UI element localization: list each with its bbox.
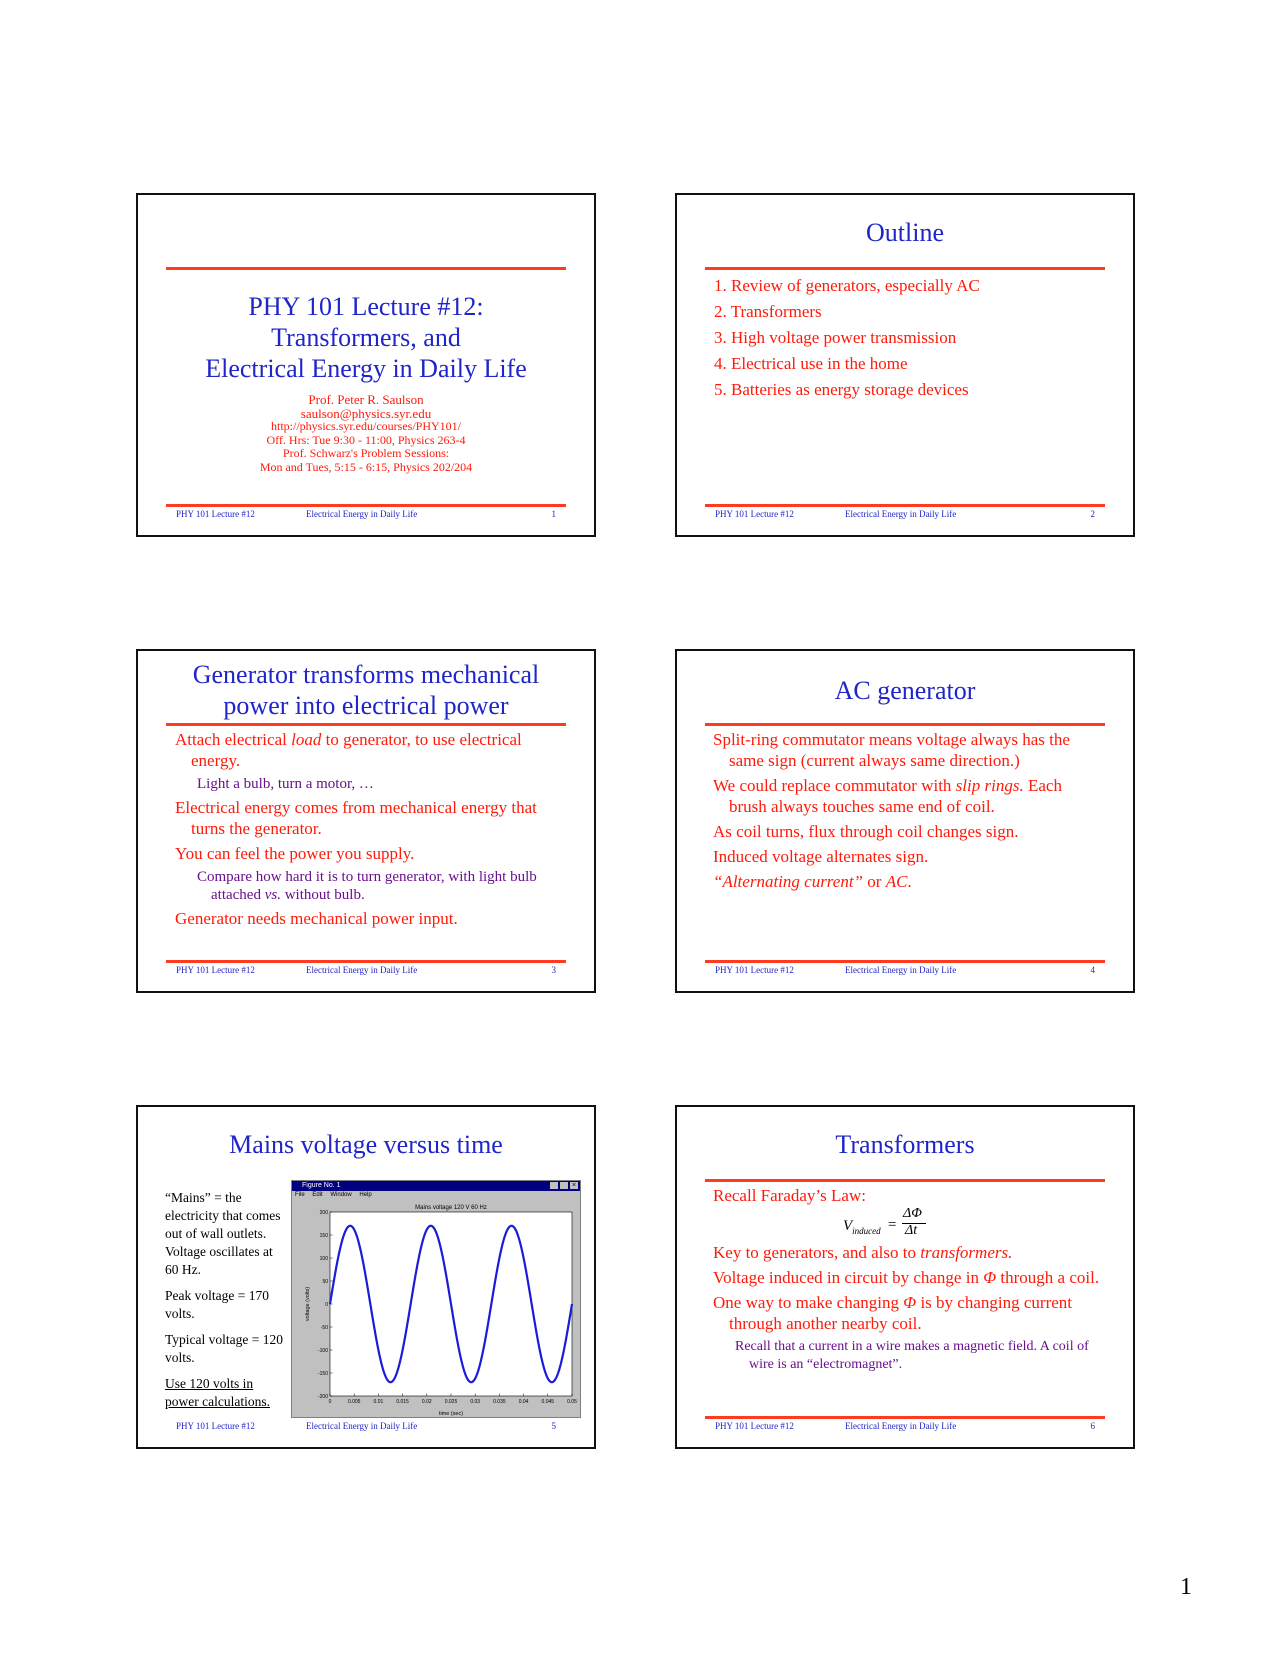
- bullet: [175, 729, 572, 771]
- footer-topic: Electrical Energy in Daily Life: [306, 509, 418, 519]
- bullet: [713, 1292, 1103, 1334]
- mains-voltage-chart: [292, 1200, 580, 1417]
- title-rule: [166, 723, 566, 726]
- menu-file[interactable]: File: [295, 1192, 305, 1198]
- x-tick-label: 0.015: [396, 1399, 409, 1405]
- slide-5: [136, 1105, 596, 1449]
- use-120-note: Use 120 volts in power calculations.: [165, 1376, 270, 1409]
- bullet: Recall Faraday’s Law:: [713, 1186, 866, 1205]
- slide-6: [675, 1105, 1135, 1449]
- bullet-text: through a coil.: [996, 1268, 1100, 1287]
- eq-subscript: induced: [852, 1226, 881, 1236]
- slide-title: Transformers: [835, 1130, 975, 1159]
- bullet-text: Attach electrical: [175, 730, 292, 749]
- title-line-2: Transformers, and: [271, 323, 461, 352]
- bullets: [713, 729, 1103, 896]
- x-tick-label: 0.005: [347, 1399, 361, 1405]
- y-tick-label: 100: [319, 1256, 328, 1262]
- eq-denominator: Δt: [905, 1223, 918, 1238]
- slide-footer: [176, 1421, 556, 1433]
- slide-title: [150, 659, 582, 721]
- eq-equals: =: [888, 1217, 897, 1233]
- y-tick-label: -100: [317, 1348, 328, 1354]
- footer-topic: Electrical Energy in Daily Life: [306, 965, 418, 975]
- bullet-text: Each brush always touches same end of coil.: [729, 776, 1062, 816]
- y-tick-label: 150: [319, 1233, 328, 1239]
- x-tick-label: 0.025: [444, 1399, 458, 1405]
- phi-symbol: Φ: [983, 1268, 997, 1287]
- peak-voltage: Peak voltage = 170 volts.: [165, 1288, 269, 1321]
- menu-edit[interactable]: Edit: [312, 1192, 323, 1198]
- bullet-text: .: [907, 872, 912, 891]
- bullet-text: or: [863, 872, 886, 891]
- y-tick-label: 200: [319, 1210, 328, 1216]
- bullet: You can feel the power you supply.: [175, 844, 415, 863]
- bullet-emphasis: AC: [885, 872, 908, 891]
- slide-number: 1: [551, 509, 556, 519]
- bullet-text: One way to make changing: [713, 1293, 904, 1312]
- slide-title: AC generator: [834, 676, 976, 705]
- bullet-text: Compare how hard it is to turn generator, with light bulb attached: [197, 869, 537, 903]
- bullet-text: Voltage induced in circuit by change in: [713, 1268, 984, 1287]
- footer-topic: Electrical Energy in Daily Life: [845, 965, 957, 975]
- bullets: [713, 1185, 1103, 1378]
- outline-item: 1. Review of generators, especially AC: [714, 276, 980, 295]
- slide-footer: [176, 965, 556, 977]
- slide-number: 6: [1090, 1421, 1095, 1431]
- title-rule: [166, 267, 566, 270]
- bullet-text: to generator, to use electrical energy.: [191, 730, 522, 770]
- sub-bullet: Recall that a current in a wire makes a magnetic field. A coil of wire is an “electromagnet”.: [735, 1339, 1089, 1372]
- x-tick-label: 0: [328, 1399, 332, 1405]
- slide-footer: [176, 509, 556, 521]
- window-maximize-button[interactable]: [560, 1182, 568, 1189]
- y-tick-label: -200: [317, 1394, 328, 1400]
- footer-course: PHY 101 Lecture #12: [176, 509, 255, 519]
- bullet-emphasis: slip rings.: [955, 776, 1024, 795]
- footer-course: PHY 101 Lecture #12: [715, 1421, 794, 1431]
- slide-number: 2: [1090, 509, 1095, 519]
- typical-voltage: Typical voltage = 120 volts.: [165, 1332, 284, 1365]
- footer-rule: [166, 960, 566, 963]
- title-line-2: power into electrical power: [223, 691, 509, 720]
- figure-window: [291, 1180, 581, 1418]
- slide-footer: [715, 965, 1095, 977]
- footer-rule: [166, 504, 566, 507]
- outline-list: [714, 275, 1111, 405]
- slide-number: 5: [551, 1421, 556, 1431]
- slide-title: [150, 291, 582, 384]
- outline-item: 5. Batteries as energy storage devices: [714, 380, 969, 399]
- eq-v: V: [843, 1218, 853, 1234]
- bullet-text: without bulb.: [280, 887, 365, 903]
- footer-rule: [705, 504, 1105, 507]
- author-name: Prof. Peter R. Saulson: [308, 392, 424, 407]
- outline-item: 3. High voltage power transmission: [714, 328, 957, 347]
- sub-bullet: [197, 868, 572, 904]
- chart-title: Mains voltage 120 V 60 Hz: [415, 1205, 487, 1211]
- window-minimize-button[interactable]: [550, 1182, 558, 1189]
- outline-item: 2. Transformers: [714, 302, 822, 321]
- slide-3: [136, 649, 596, 993]
- eq-numerator: ΔΦ: [903, 1206, 922, 1221]
- bullet-emphasis: load: [291, 730, 322, 749]
- title-line-1: PHY 101 Lecture #12:: [248, 292, 484, 321]
- bullet-emphasis: transformers.: [920, 1243, 1013, 1262]
- window-menubar: [292, 1191, 580, 1200]
- problem-times: Mon and Tues, 5:15 - 6:15, Physics 202/204: [259, 459, 473, 474]
- footer-course: PHY 101 Lecture #12: [176, 1421, 255, 1431]
- footer-rule: [705, 960, 1105, 963]
- x-tick-label: 0.01: [373, 1399, 384, 1405]
- y-tick-label: 50: [322, 1279, 328, 1285]
- page-number: 1: [1180, 1574, 1192, 1600]
- author-email: saulson@physics.syr.edu: [300, 405, 432, 421]
- title-rule: [705, 267, 1105, 270]
- window-title: Figure No. 1: [302, 1182, 341, 1189]
- title-line-3: Electrical Energy in Daily Life: [205, 354, 527, 383]
- slide-number: 3: [551, 965, 556, 975]
- y-tick-label: -50: [320, 1325, 328, 1331]
- bullet-text: is by changing current through another nearby coil.: [729, 1293, 1072, 1333]
- footer-topic: Electrical Energy in Daily Life: [845, 1421, 957, 1431]
- x-tick-label: 0.05: [567, 1399, 577, 1405]
- outline-item: 4. Electrical use in the home: [714, 354, 908, 373]
- bullets: [175, 729, 572, 933]
- window-titlebar: [292, 1181, 580, 1191]
- menu-window[interactable]: Window: [330, 1192, 352, 1198]
- footer-course: PHY 101 Lecture #12: [176, 965, 255, 975]
- course-url: http://physics.syr.edu/courses/PHY101/: [271, 419, 461, 433]
- problem-sessions: Prof. Schwarz's Problem Sessions:: [282, 446, 450, 460]
- footer-course: PHY 101 Lecture #12: [715, 509, 794, 519]
- footer-rule: [705, 1416, 1105, 1419]
- slide-footer: [715, 509, 1095, 521]
- x-tick-label: 0.045: [541, 1399, 555, 1405]
- x-tick-label: 0.035: [493, 1399, 506, 1405]
- slide-title: Mains voltage versus time: [229, 1130, 503, 1159]
- bullet: Split-ring commutator means voltage always has the same sign (current always same direction.): [713, 730, 1070, 770]
- bullet: Electrical energy comes from mechanical energy that turns the generator.: [175, 798, 537, 838]
- title-rule: [705, 723, 1105, 726]
- footer-topic: Electrical Energy in Daily Life: [306, 1421, 418, 1431]
- bullet: Induced voltage alternates sign.: [713, 847, 929, 866]
- footer-topic: Electrical Energy in Daily Life: [845, 509, 957, 519]
- author-info: [158, 393, 574, 474]
- mains-definition: “Mains” = the electricity that comes out of wall outlets. Voltage oscillates at 60 Hz.: [165, 1190, 281, 1277]
- slide-4: [675, 649, 1135, 993]
- phi-symbol: Φ: [903, 1293, 917, 1312]
- y-tick-label: -150: [317, 1371, 328, 1377]
- x-tick-label: 0.03: [470, 1399, 481, 1405]
- title-rule: [705, 1179, 1105, 1182]
- slide-1: [136, 193, 596, 537]
- slide-number: 4: [1090, 965, 1095, 975]
- slide-2: [675, 193, 1135, 537]
- footer-course: PHY 101 Lecture #12: [715, 965, 794, 975]
- bullet: As coil turns, flux through coil changes sign.: [713, 822, 1019, 841]
- eq-lhs: [843, 1218, 881, 1236]
- bullet-text: Key to generators, and also to: [713, 1243, 921, 1262]
- mains-text: [165, 1189, 289, 1411]
- bullet: [713, 871, 1103, 892]
- window-close-button[interactable]: ×: [571, 1182, 577, 1189]
- sub-bullet: Light a bulb, turn a motor, …: [197, 776, 374, 792]
- bullet-emphasis: vs.: [264, 887, 281, 903]
- bullet-emphasis: “Alternating current”: [713, 872, 864, 891]
- bullet-text: We could replace commutator with: [713, 776, 956, 795]
- x-tick-label: 0.04: [518, 1399, 529, 1405]
- y-axis-label: voltage (volts): [305, 1286, 311, 1322]
- menu-help[interactable]: Help: [359, 1192, 372, 1198]
- y-tick-label: 0: [325, 1302, 328, 1308]
- x-tick-label: 0.02: [421, 1399, 432, 1405]
- bullet: Generator needs mechanical power input.: [175, 909, 458, 928]
- bullet: [713, 1242, 1103, 1263]
- bullet: [713, 1267, 1103, 1288]
- slide-footer: [715, 1421, 1095, 1433]
- x-axis-label: time (sec): [438, 1411, 464, 1417]
- title-line-1: Generator transforms mechanical: [192, 660, 540, 689]
- office-hours: Off. Hrs: Tue 9:30 - 11:00, Physics 263-4: [266, 432, 466, 447]
- slide-title: Outline: [866, 218, 944, 247]
- bullet: [713, 775, 1103, 817]
- faraday-equation: [713, 1206, 1103, 1238]
